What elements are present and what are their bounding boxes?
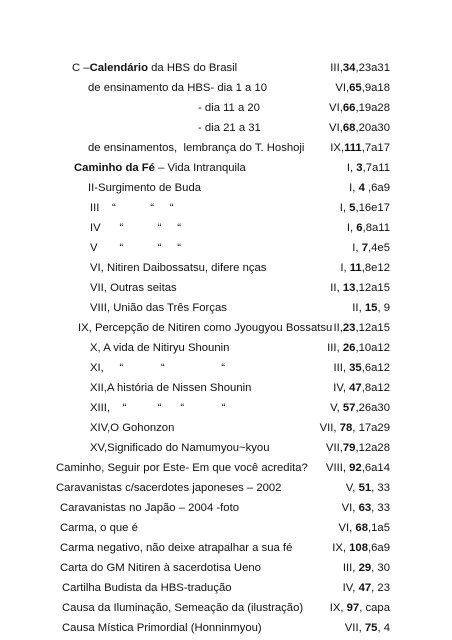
entry-title-text: IV “ “ “: [90, 222, 182, 234]
entry-title-text: de ensinamentos, lembrança do T. Hoshoji: [88, 142, 305, 154]
entry-title: [88, 178, 201, 198]
entry-title-text: Caminho, Seguir por Este- Em que você acredita?: [56, 462, 308, 474]
reference-page: 65: [349, 82, 362, 94]
reference-lines: ,4e5: [368, 242, 390, 254]
entry-title: [90, 378, 251, 398]
index-entry: [0, 338, 452, 358]
entry-title: [198, 118, 261, 138]
index-entry: [0, 578, 452, 598]
entry-title-text: XII,A história de Nissen Shounin: [90, 382, 252, 394]
reference-volume: IV,: [342, 582, 359, 594]
entry-reference: [340, 258, 390, 278]
reference-lines: ,1a5: [368, 522, 390, 534]
reference-page: 6: [356, 222, 363, 234]
index-entry: [0, 198, 452, 218]
reference-lines: ,12a15: [355, 322, 390, 334]
reference-page: 92: [349, 462, 362, 474]
entry-title-text: Caravanistas no Japão – 2004 -foto: [60, 502, 239, 514]
reference-lines: ,12a28: [355, 442, 390, 454]
entry-reference: [349, 178, 390, 198]
entry-reference: [320, 418, 390, 438]
entry-title-text: XV,Significado do Namumyou~kyou: [90, 442, 270, 454]
entry-title-text: XIV,O Gohonzon: [90, 422, 175, 434]
index-entry: [0, 118, 452, 138]
index-entry: [0, 238, 452, 258]
entry-reference: [332, 538, 390, 558]
entry-title-text: III “ “ “: [90, 202, 174, 214]
index-entry: [0, 218, 452, 238]
reference-page: 68: [355, 522, 368, 534]
entry-reference: [347, 158, 390, 178]
reference-volume: I,: [340, 262, 350, 274]
entry-reference: [333, 358, 390, 378]
entry-reference: [343, 578, 390, 598]
entry-title: [90, 418, 174, 438]
entry-title-text: Carma negativo, não deixe atrapalhar a sua fé: [60, 542, 293, 554]
reference-page: 4: [358, 182, 365, 194]
entry-title: [90, 258, 266, 278]
reference-volume: III,: [333, 362, 350, 374]
reference-volume: II,: [333, 322, 343, 334]
index-entry: [0, 58, 452, 78]
entry-reference: [329, 98, 390, 118]
reference-lines: ,7a17: [361, 142, 390, 154]
entry-title-text: II-Surgimento de Buda: [88, 182, 202, 194]
index-entry: [0, 538, 452, 558]
entry-title-text: Causa da Iluminação, Semeação da (ilustração): [62, 602, 304, 614]
index-entry: [0, 358, 452, 378]
entry-title: [88, 138, 304, 158]
entry-reference: [330, 598, 390, 618]
entry-reference: [352, 238, 390, 258]
reference-volume: VII,: [344, 622, 365, 634]
entry-title-suffix: da HBS do Brasil: [147, 62, 238, 74]
reference-volume: VII,: [325, 442, 343, 454]
entry-title-text: X, A vida de Nitiryu Shounin: [90, 342, 230, 354]
entry-reference: [326, 458, 390, 478]
entry-title-bold: Caminho da Fé: [74, 162, 155, 174]
index-entry: [0, 178, 452, 198]
reference-page: 34: [342, 62, 356, 74]
entry-title: [56, 478, 281, 498]
reference-page: 47: [358, 582, 372, 594]
index-entry: [0, 278, 452, 298]
entry-reference: [340, 198, 390, 218]
reference-page: 11: [349, 262, 362, 274]
reference-volume: III,: [342, 562, 359, 574]
entry-title: [90, 438, 270, 458]
entry-title: [90, 238, 181, 258]
entry-title-text: XIII, “ “ “ “: [90, 402, 226, 414]
entry-title: [60, 558, 261, 578]
index-entry: [0, 498, 452, 518]
reference-volume: VII,: [319, 422, 340, 434]
reference-lines: ,8a11: [362, 222, 390, 234]
entry-title-text: VIII, União das Três Forças: [90, 302, 227, 314]
entry-title-text: Carta do GM Nitiren à sacerdotisa Ueno: [60, 562, 261, 574]
index-entry: [0, 418, 452, 438]
reference-volume: VI,: [335, 82, 350, 94]
reference-lines: ,10a12: [355, 342, 390, 354]
entry-reference: [327, 338, 390, 358]
entry-title-text: Cartilha Budista da HBS-tradução: [62, 582, 232, 594]
entry-title-text: Carma, o que é: [60, 522, 138, 534]
reference-page: 68: [342, 122, 356, 134]
reference-volume: VI,: [329, 102, 343, 114]
index-entry: [0, 318, 452, 338]
index-entry: [0, 158, 452, 178]
reference-page: 79: [342, 442, 356, 454]
reference-volume: III,: [330, 62, 343, 74]
index-entry: [0, 398, 452, 418]
entry-reference: [329, 118, 390, 138]
reference-lines: ,12a15: [355, 282, 390, 294]
reference-lines: ,19a28: [355, 102, 390, 114]
index-entry: [0, 258, 452, 278]
reference-lines: ,8e12: [361, 262, 390, 274]
reference-volume: I,: [346, 162, 357, 174]
reference-volume: II,: [330, 282, 343, 294]
reference-page: 5: [349, 202, 356, 214]
reference-page: 66: [342, 102, 356, 114]
index-entry: [0, 598, 452, 618]
index-entry: [0, 138, 452, 158]
reference-lines: ,6a12: [361, 362, 390, 374]
entry-title: [78, 318, 332, 338]
reference-lines: , 9: [377, 302, 390, 314]
reference-lines: ,8a12: [361, 382, 390, 394]
reference-lines: ,9a18: [361, 82, 390, 94]
entry-title: [90, 198, 173, 218]
reference-volume: VI,: [329, 122, 343, 134]
entry-reference: [333, 318, 390, 338]
reference-page: 3: [356, 162, 363, 174]
reference-volume: VI,: [338, 522, 356, 534]
reference-lines: ,6a9: [368, 542, 390, 554]
reference-page: 75: [364, 622, 378, 634]
reference-lines: ,6a9: [364, 182, 390, 194]
entry-title: [90, 298, 227, 318]
reference-page: 78: [339, 422, 353, 434]
entry-title-text: IX, Percepção de Nitiren como Jyougyou Bossatsu: [78, 322, 333, 334]
entry-title: [60, 538, 292, 558]
reference-volume: IX,: [329, 602, 347, 614]
entry-title-text: Causa Mística Primordial (Honninmyou): [62, 622, 262, 634]
reference-volume: III,: [327, 342, 343, 354]
index-entry: [0, 558, 452, 578]
index-entry: [0, 618, 452, 638]
entry-reference: [330, 58, 390, 78]
reference-lines: , 33: [371, 502, 390, 514]
entry-reference: [345, 618, 390, 638]
entry-title-text: VII, Outras seitas: [90, 282, 177, 294]
entry-title: [56, 458, 308, 478]
entry-reference: [333, 378, 390, 398]
entry-title-suffix: – Vida Intranquila: [154, 162, 246, 174]
reference-page: 111: [344, 142, 362, 154]
index-entry: [0, 298, 452, 318]
reference-lines: , 23: [371, 582, 390, 594]
entry-title: [60, 518, 138, 538]
index-entry: [0, 378, 452, 398]
reference-page: 15: [364, 302, 378, 314]
entry-reference: [326, 438, 390, 458]
reference-volume: IX,: [332, 542, 350, 554]
reference-page: 63: [358, 502, 372, 514]
entry-reference: [338, 518, 390, 538]
entry-reference: [343, 558, 390, 578]
entry-reference: [330, 138, 390, 158]
reference-page: 108: [349, 542, 368, 554]
entry-reference: [347, 218, 390, 238]
reference-volume: V,: [330, 402, 343, 414]
entry-title: [72, 58, 237, 78]
entry-title: [90, 358, 225, 378]
reference-lines: , 17a29: [352, 422, 390, 434]
entry-title: [90, 278, 177, 298]
entry-title-text: Caravanistas c/sacerdotes japoneses – 2002: [56, 482, 282, 494]
entry-title: [62, 578, 232, 598]
index-entry: [0, 458, 452, 478]
entry-reference: [346, 478, 390, 498]
index-entry: [0, 438, 452, 458]
reference-volume: I,: [339, 202, 350, 214]
reference-lines: ,7a11: [362, 162, 390, 174]
reference-volume: I,: [349, 182, 359, 194]
reference-page: 7: [361, 242, 368, 254]
reference-volume: I,: [352, 242, 362, 254]
entry-title: [62, 618, 262, 638]
entry-reference: [330, 278, 390, 298]
entry-title: [90, 218, 181, 238]
index-entry: [0, 78, 452, 98]
reference-lines: , 33: [371, 482, 390, 494]
entry-title-text: XI, “ “ “: [90, 362, 225, 374]
entry-title-bold: Calendário: [89, 62, 148, 74]
entry-title: [62, 598, 303, 618]
reference-volume: IX,: [330, 142, 345, 154]
reference-page: 26: [342, 342, 356, 354]
entry-title: [90, 338, 229, 358]
entry-title-text: C –: [72, 62, 90, 74]
reference-page: 29: [358, 562, 372, 574]
reference-volume: VI,: [341, 502, 359, 514]
reference-volume: I,: [346, 222, 357, 234]
reference-lines: ,23a31: [355, 62, 390, 74]
entry-title: [74, 158, 246, 178]
reference-volume: V,: [345, 482, 359, 494]
entry-reference: [330, 398, 390, 418]
entry-title: [90, 398, 226, 418]
entry-reference: [335, 78, 390, 98]
entry-title-text: VI, Nitiren Daibossatsu, difere nças: [90, 262, 267, 274]
reference-volume: VIII,: [325, 462, 350, 474]
index-entry: [0, 98, 452, 118]
reference-page: 47: [349, 382, 362, 394]
entry-title-text: de ensinamento da HBS- dia 1 a 10: [88, 82, 267, 94]
reference-page: 13: [342, 282, 356, 294]
reference-page: 23: [342, 322, 356, 334]
reference-page: 51: [358, 482, 372, 494]
entry-title-text: V “ “ “: [90, 242, 182, 254]
entry-reference: [352, 298, 390, 318]
reference-page: 57: [342, 402, 356, 414]
entry-title-text: - dia 21 a 31: [198, 122, 261, 134]
index-entry: [0, 518, 452, 538]
reference-lines: ,20a30: [355, 122, 390, 134]
reference-lines: , 30: [371, 562, 390, 574]
reference-lines: ,6a14: [361, 462, 390, 474]
entry-title-text: - dia 11 a 20: [198, 102, 260, 114]
entry-reference: [342, 498, 390, 518]
reference-page: 35: [349, 362, 362, 374]
reference-lines: , 4: [377, 622, 390, 634]
reference-page: 97: [346, 602, 360, 614]
reference-volume: IV,: [333, 382, 350, 394]
reference-volume: II,: [352, 302, 365, 314]
entry-title: [88, 78, 267, 98]
reference-lines: ,26a30: [355, 402, 390, 414]
entry-title: [198, 98, 260, 118]
index-entry: [0, 478, 452, 498]
reference-lines: ,16e17: [355, 202, 390, 214]
entry-title: [60, 498, 239, 518]
reference-lines: , capa: [359, 602, 390, 614]
